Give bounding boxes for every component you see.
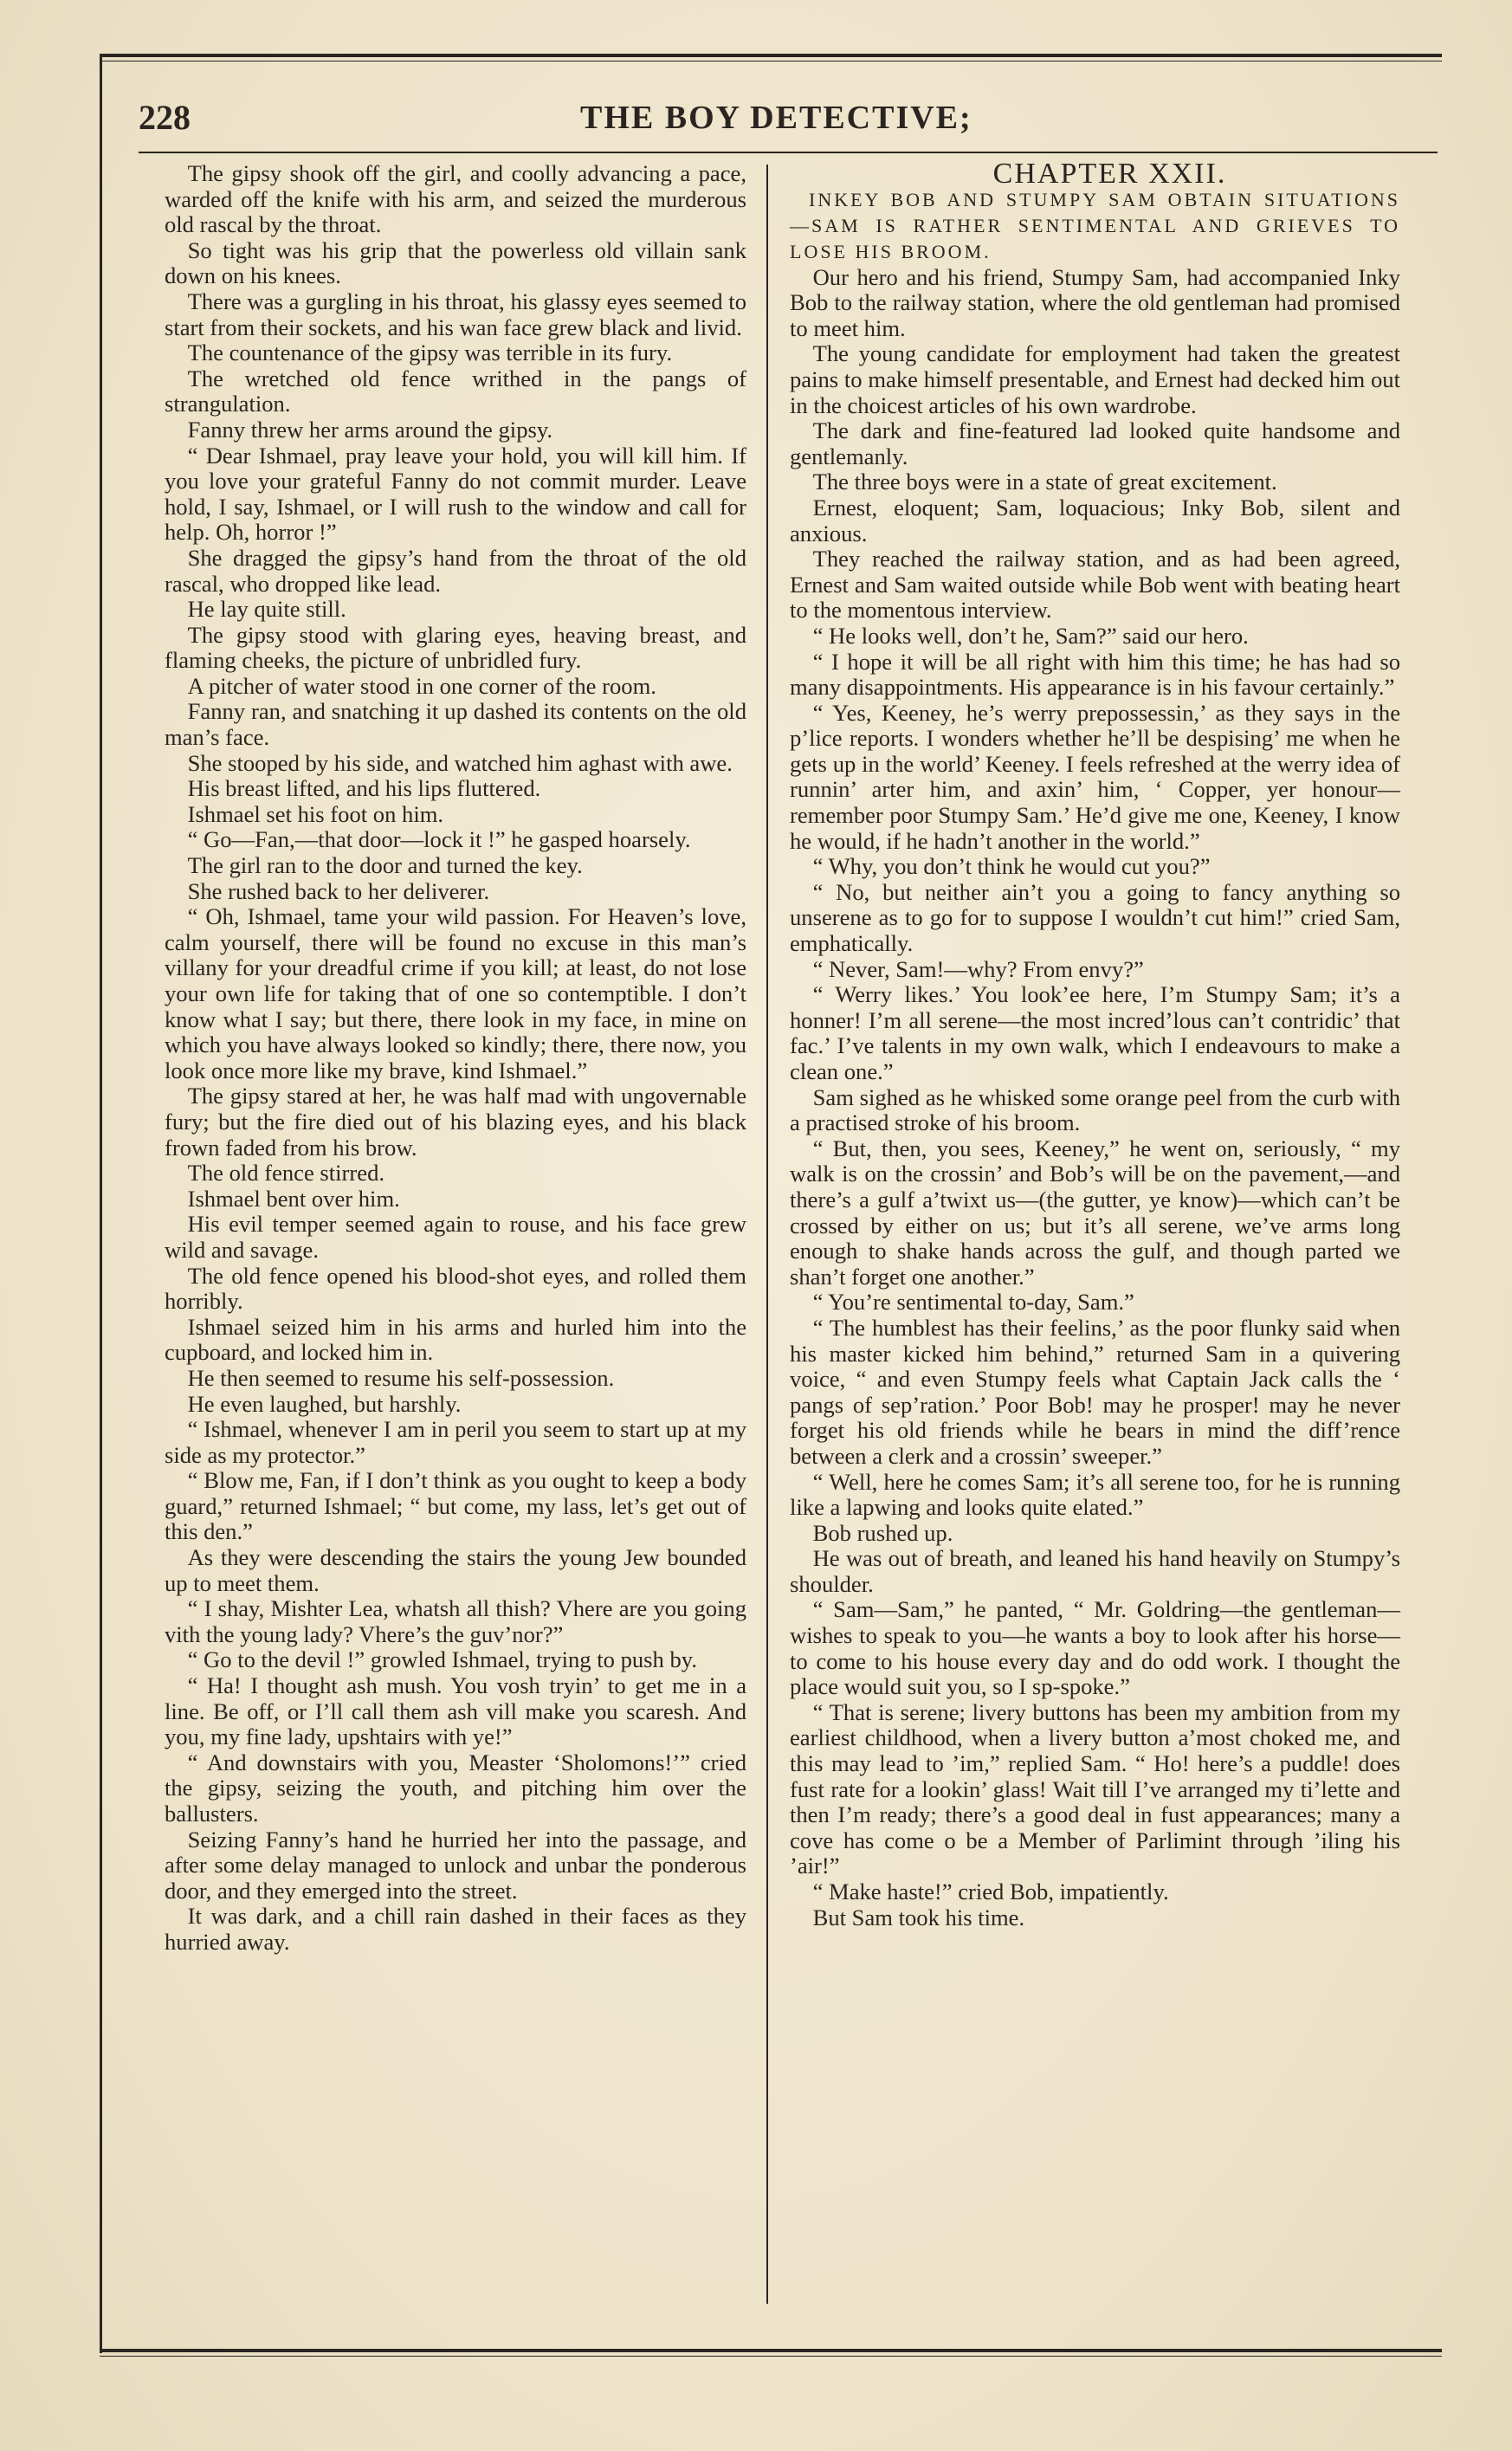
- paragraph: “ But, then, you sees, Keeney,” he went on, seriously, “ my walk is on the crossin’ and Bob’s will be on the pavement,—and there’s a gulf a’twixt us—(the gutter, ye know)—which can’t be crossed by either on us; but it’s all serene, we’ve arms long enough to shake hands across the gulf, and though parted we shan’t forget one another.”: [790, 1135, 1400, 1290]
- paragraph: There was a gurgling in his throat, his glassy eyes seemed to start from their sockets, and his wan face grew black and livid.: [165, 288, 746, 340]
- paragraph: He lay quite still.: [187, 596, 346, 623]
- paragraph: It was dark, and a chill rain dashed in their faces as they hurried away.: [165, 1903, 746, 1955]
- paragraph: “ Why, you don’t think he would cut you?”: [812, 853, 1211, 880]
- paragraph: “ Werry likes.’ You look’ee here, I’m Stumpy Sam; it’s a honner! I’m all serene—the most incred’lous can’t contridic’ that fac.’ I’ve talents in my own walk, which I endeavours to make a clean one.”: [790, 981, 1400, 1084]
- paragraph: The dark and fine-featured lad looked quite handsome and gentlemanly.: [790, 417, 1400, 469]
- header-rule: [139, 152, 1438, 153]
- paragraph: A pitcher of water stood in one corner of the room.: [187, 672, 656, 699]
- top-border-rule: [100, 54, 1442, 57]
- paragraph: “ Yes, Keeney, he’s werry prepossessin,’ as they says in the p’lice reports. I wonders whether he’ll be despising’ me when he gets up in the world’ Keeney. I feels refreshed at the werry idea of runnin’ arter him, and axin’ him, ‘ Copper, yer honour—remember poor Stumpy Sam.’ He’d give me one, Keeney, I know he would, if he hadn’t another in the world.”: [790, 699, 1400, 854]
- paragraph: “ Ha! I thought ash mush. You vosh tryin’ to get me in a line. Be off, or I’ll call them ash vill make you scaresh. And you, my fine lady, upshtairs with ye!”: [165, 1672, 746, 1750]
- paragraph: Fanny threw her arms around the gipsy.: [187, 416, 553, 443]
- paragraph: Seizing Fanny’s hand he hurried her into the passage, and after some delay managed to unlock and unbar the ponderous door, and they emerged into the street.: [165, 1826, 746, 1904]
- paragraph: “ Oh, Ishmael, tame your wild passion. For Heaven’s love, calm yourself, there will be found no excuse in this man’s villany for your dreadful crime if you kill; at least, do not lose your own life for taking that of one so contemptible. I don’t know what I say; but there, there look in my face, in mine on which you have always looked so kindly; there, there now, you look once more like my brave, kind Ishmael.”: [165, 903, 746, 1083]
- paragraph: The wretched old fence writhed in the pangs of strangulation.: [165, 365, 746, 417]
- paragraph: Ernest, eloquent; Sam, loquacious; Inky Bob, silent and anxious.: [790, 494, 1400, 546]
- paragraph: The old fence opened his blood-shot eyes, and rolled them horribly.: [165, 1262, 746, 1315]
- paragraph: “ I shay, Mishter Lea, whatsh all thish? Vhere are you going vith the young lady? Vhere’s the guv’nor?”: [165, 1595, 746, 1647]
- paragraph: The three boys were in a state of great excitement.: [812, 469, 1277, 495]
- paragraph: He was out of breath, and leaned his hand heavily on Stumpy’s shoulder.: [790, 1545, 1400, 1597]
- paragraph: “ Sam—Sam,” he panted, “ Mr. Goldring—the gentleman—wishes to speak to you—he wants a boy to look after his horse—to come to his house every day and do odd work. I thought the place would suit you, so I sp-spoke.”: [790, 1596, 1400, 1700]
- left-column: [165, 161, 746, 1956]
- paragraph: Bob rushed up.: [812, 1519, 953, 1546]
- right-column-body: [790, 265, 1400, 1931]
- paragraph: The gipsy stared at her, he was half mad with ungovernable fury; but the fire died out of his blazing eyes, and his black frown faded from his brow.: [165, 1083, 746, 1161]
- paragraph: His breast lifted, and his lips fluttered.: [187, 775, 541, 802]
- paragraph: She rushed back to her deliverer.: [187, 877, 490, 904]
- paragraph: She dragged the gipsy’s hand from the throat of the old rascal, who dropped like lead.: [165, 544, 746, 597]
- paragraph: “ I hope it will be all right with him this time; he has had so many disappointments. His appearance is in his favour certainly.”: [790, 648, 1400, 701]
- paragraph: “ Ishmael, whenever I am in peril you seem to start up at my side as my protector.”: [165, 1416, 746, 1468]
- right-column: [790, 158, 1400, 1930]
- paragraph: He then seemed to resume his self-possession.: [187, 1364, 615, 1391]
- paragraph: The gipsy stood with glaring eyes, heaving breast, and flaming cheeks, the picture of unbridled fury.: [165, 621, 746, 674]
- paragraph: “ Well, here he comes Sam; it’s all serene too, for he is running like a lapwing and looks quite elated.”: [790, 1468, 1400, 1521]
- paragraph: “ And downstairs with you, Measter ‘Sholomons!’” cried the gipsy, seizing the youth, and pitching him over the ballusters.: [165, 1749, 746, 1827]
- column-divider: [766, 165, 768, 2304]
- paragraph: His evil temper seemed again to rouse, and his face grew wild and savage.: [165, 1211, 746, 1263]
- paragraph: “ Go—Fan,—that door—lock it !” he gasped hoarsely.: [187, 826, 691, 853]
- paragraph: “ Make haste!” cried Bob, impatiently.: [812, 1879, 1169, 1905]
- paragraph: But Sam took his time.: [812, 1904, 1025, 1930]
- running-title: THE BOY DETECTIVE;: [580, 100, 972, 136]
- paragraph: The countenance of the gipsy was terrible in its fury.: [187, 340, 673, 366]
- paragraph: “ Dear Ishmael, pray leave your hold, you will kill him. If you love your grateful Fanny do not commit murder. Leave hold, I say, Ishmael, or I will rush to the window and call for help. Oh, horror !”: [165, 442, 746, 546]
- paragraph: The gipsy shook off the girl, and coolly advancing a pace, warded off the knife with his arm, and seized the murderous old rascal by the throat.: [165, 160, 746, 238]
- paragraph: The old fence stirred.: [187, 1160, 385, 1187]
- paragraph: As they were descending the stairs the young Jew bounded up to meet them.: [165, 1544, 746, 1596]
- paragraph: So tight was his grip that the powerless old villain sank down on his knees.: [165, 236, 746, 289]
- paragraph: Ishmael bent over him.: [187, 1185, 400, 1212]
- left-border-rule: [100, 54, 102, 2353]
- bottom-border-rule: [100, 2349, 1442, 2352]
- chapter-title: CHAPTER XXII.: [992, 158, 1227, 190]
- paragraph: “ That is serene; livery buttons has been my ambition from my earliest childhood, when a livery button a’most choked me, and this may lead to ’im,” replied Sam. “ Ho! here’s a puddle! does fust rate for a lookin’ glass! Wait till I’ve arranged my ti’lette and then I’m ready; there’s a good deal in fust appearances; many a cove has come o be a Member of Parlimint through ’iling his ’air!”: [790, 1698, 1400, 1879]
- paragraph: Sam sighed as he whisked some orange peel from the curb with a practised stroke of his broom.: [790, 1083, 1400, 1136]
- paragraph: The girl ran to the door and turned the key.: [187, 852, 583, 879]
- page-number: 228: [139, 98, 191, 137]
- bottom-border-rule-thin: [100, 2356, 1442, 2357]
- paragraph: They reached the railway station, and as had been agreed, Ernest and Sam waited outside while Bob went with beating heart to the momentous interview.: [790, 546, 1400, 624]
- paragraph: The young candidate for employment had taken the greatest pains to make himself presentable, and Ernest had decked him out in the choicest articles of his own wardrobe.: [790, 340, 1400, 418]
- chapter-summary: INKEY BOB AND STUMPY SAM OBTAIN SITUATIONS—SAM IS RATHER SENTIMENTAL AND GRIEVES TO LOSE HIS BROOM.: [790, 188, 1400, 262]
- paragraph: “ Never, Sam!—why? From envy?”: [812, 955, 1144, 982]
- paragraph: “ No, but neither ain’t you a going to fancy anything so unserene as to go for to suppose I wouldn’t cut him!” cried Sam, emphatically.: [790, 878, 1400, 957]
- paragraph: “ Go to the devil !” growled Ishmael, trying to push by.: [187, 1646, 697, 1673]
- paragraph: Ishmael set his foot on him.: [187, 800, 444, 827]
- paragraph: Ishmael seized him in his arms and hurled him into the cupboard, and locked him in.: [165, 1313, 746, 1366]
- paragraph: Our hero and his friend, Stumpy Sam, had accompanied Inky Bob to the railway station, where the old gentleman had promised to meet him.: [790, 263, 1400, 341]
- paragraph: She stooped by his side, and watched him aghast with awe.: [187, 749, 733, 776]
- paragraph: “ The humblest has their feelins,’ as the poor flunky said when his master kicked him behind,” returned Sam in a quivering voice, “ and even Stumpy feels what Captain Jack calls the ‘ pangs of sep’ration.’ Poor Bob! may he prosper! may he never forget his old friends while he bears in mind the diff’rence between a clerk and a crossin’ sweeper.”: [790, 1314, 1400, 1469]
- paragraph: Fanny ran, and snatching it up dashed its contents on the old man’s face.: [165, 698, 746, 751]
- paragraph: “ You’re sentimental to-day, Sam.”: [812, 1289, 1134, 1316]
- paragraph: “ He looks well, don’t he, Sam?” said our hero.: [812, 622, 1249, 649]
- paragraph: He even laughed, but harshly.: [187, 1390, 462, 1417]
- paragraph: “ Blow me, Fan, if I don’t think as you ought to keep a body guard,” returned Ishmael; “ but come, my lass, let’s get out of this den.”: [165, 1467, 746, 1545]
